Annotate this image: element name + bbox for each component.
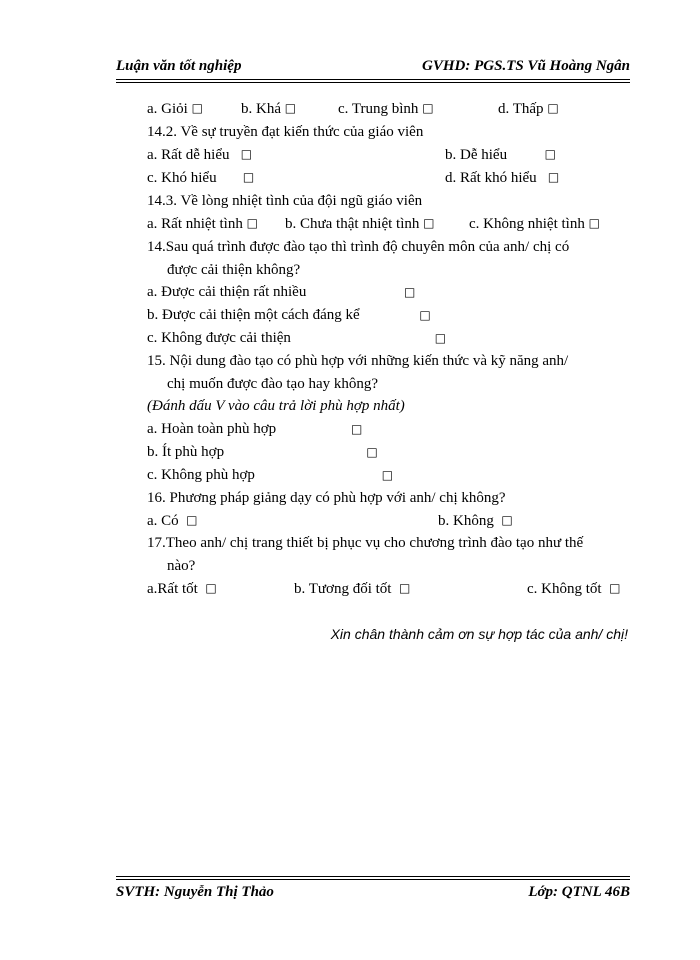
footer-rule-thin — [116, 876, 630, 877]
q14-option-b[interactable]: b. Được cải thiện một cách đáng kể — [147, 307, 360, 323]
q14-option-a[interactable]: a. Được cải thiện rất nhiều — [147, 284, 307, 300]
q15-option-c[interactable]: c. Không phù hợp — [147, 467, 255, 483]
q15-option-a[interactable]: a. Hoàn toàn phù hợp — [147, 421, 277, 437]
checkbox-icon[interactable]: □ — [434, 331, 447, 345]
q17-title-line1: 17.Theo anh/ chị trang thiết bị phục vụ cho chương trình đào tạo như thế — [147, 535, 584, 551]
checkbox-icon[interactable]: □ — [419, 308, 431, 322]
header-advisor: GVHD: PGS.TS Vũ Hoàng Ngân — [422, 58, 630, 74]
closing-thanks: Xin chân thành cảm ơn sự hợp tác của anh/ chị! — [330, 626, 628, 642]
q15-title-line2: chị muốn được đào tạo hay không? — [167, 376, 379, 392]
q14-2-option-c[interactable]: c. Khó hiểu □ — [147, 170, 255, 186]
q15-option-b[interactable]: b. Ít phù hợp — [147, 444, 225, 460]
checkbox-icon[interactable]: □ — [351, 422, 363, 436]
q14-1-option-c[interactable]: c. Trung bình □ — [338, 101, 434, 117]
q14-2-option-a[interactable]: a. Rất dễ hiểu □ — [147, 147, 253, 163]
header-title: Luận văn tốt nghiệp — [116, 58, 242, 74]
header-rule-thin — [116, 82, 630, 83]
checkbox-icon[interactable]: □ — [186, 513, 198, 527]
checkbox-icon[interactable]: □ — [423, 216, 435, 230]
q15-instruction: (Đánh dấu V vào câu trả lời phù hợp nhất) — [147, 398, 405, 414]
q14-3-option-c[interactable]: c. Không nhiệt tình □ — [469, 216, 600, 232]
checkbox-icon[interactable]: □ — [547, 101, 559, 115]
header-rule — [116, 79, 630, 80]
checkbox-icon[interactable]: □ — [246, 216, 258, 230]
checkbox-icon[interactable]: □ — [588, 216, 600, 230]
q16-title: 16. Phương pháp giảng dạy có phù hợp với anh/ chị không? — [147, 490, 506, 506]
q14-option-c[interactable]: c. Không được cải thiện — [147, 330, 291, 346]
q16-option-b[interactable]: b. Không □ — [438, 513, 513, 529]
q14-1-option-b[interactable]: b. Khá □ — [241, 101, 297, 117]
q17-option-b[interactable]: b. Tương đối tốt □ — [294, 581, 411, 597]
q17-title-line2: nào? — [167, 558, 196, 574]
checkbox-icon[interactable]: □ — [422, 101, 434, 115]
q14-3-option-a[interactable]: a. Rất nhiệt tình □ — [147, 216, 258, 232]
footer-class: Lớp: QTNL 46B — [528, 884, 630, 900]
q14-3-title: 14.3. Về lòng nhiệt tình của đội ngũ giáo viên — [147, 193, 423, 209]
checkbox-icon[interactable]: □ — [205, 581, 217, 595]
q17-option-a[interactable]: a.Rất tốt □ — [147, 581, 217, 597]
q14-1-option-a[interactable]: a. Giỏi □ — [147, 101, 203, 117]
footer-rule — [116, 879, 630, 880]
checkbox-icon[interactable]: □ — [284, 101, 297, 115]
checkbox-icon[interactable]: □ — [240, 147, 253, 161]
q14-1-option-d[interactable]: d. Thấp □ — [498, 101, 559, 117]
q15-title-line1: 15. Nội dung đào tạo có phù hợp với những kiến thức và kỹ năng anh/ — [147, 353, 569, 369]
footer-student: SVTH: Nguyễn Thị Thảo — [116, 884, 274, 900]
checkbox-icon[interactable]: □ — [242, 170, 255, 184]
checkbox-icon[interactable]: □ — [398, 581, 411, 595]
checkbox-icon[interactable]: □ — [191, 101, 203, 115]
q14-2-option-d[interactable]: d. Rất khó hiểu □ — [445, 170, 560, 186]
q16-option-a[interactable]: a. Có □ — [147, 513, 198, 529]
checkbox-icon[interactable]: □ — [544, 147, 556, 161]
checkbox-icon[interactable]: □ — [381, 468, 394, 482]
checkbox-icon[interactable]: □ — [366, 445, 378, 459]
q14-3-option-b[interactable]: b. Chưa thật nhiệt tình □ — [285, 216, 435, 232]
checkbox-icon[interactable]: □ — [547, 170, 560, 184]
page-footer — [116, 884, 630, 904]
checkbox-icon[interactable]: □ — [609, 581, 621, 595]
q14-2-option-b[interactable]: b. Dễ hiểu □ — [445, 147, 556, 163]
q14-title-line2: được cải thiện không? — [167, 262, 301, 278]
page-header — [116, 58, 630, 78]
q17-option-c[interactable]: c. Không tốt □ — [527, 581, 621, 597]
q14-2-title: 14.2. Về sự truyền đạt kiến thức của giáo viên — [147, 124, 424, 140]
checkbox-icon[interactable]: □ — [501, 513, 513, 527]
q14-title-line1: 14.Sau quá trình được đào tạo thì trình độ chuyên môn của anh/ chị có — [147, 239, 570, 255]
checkbox-icon[interactable]: □ — [404, 285, 416, 299]
